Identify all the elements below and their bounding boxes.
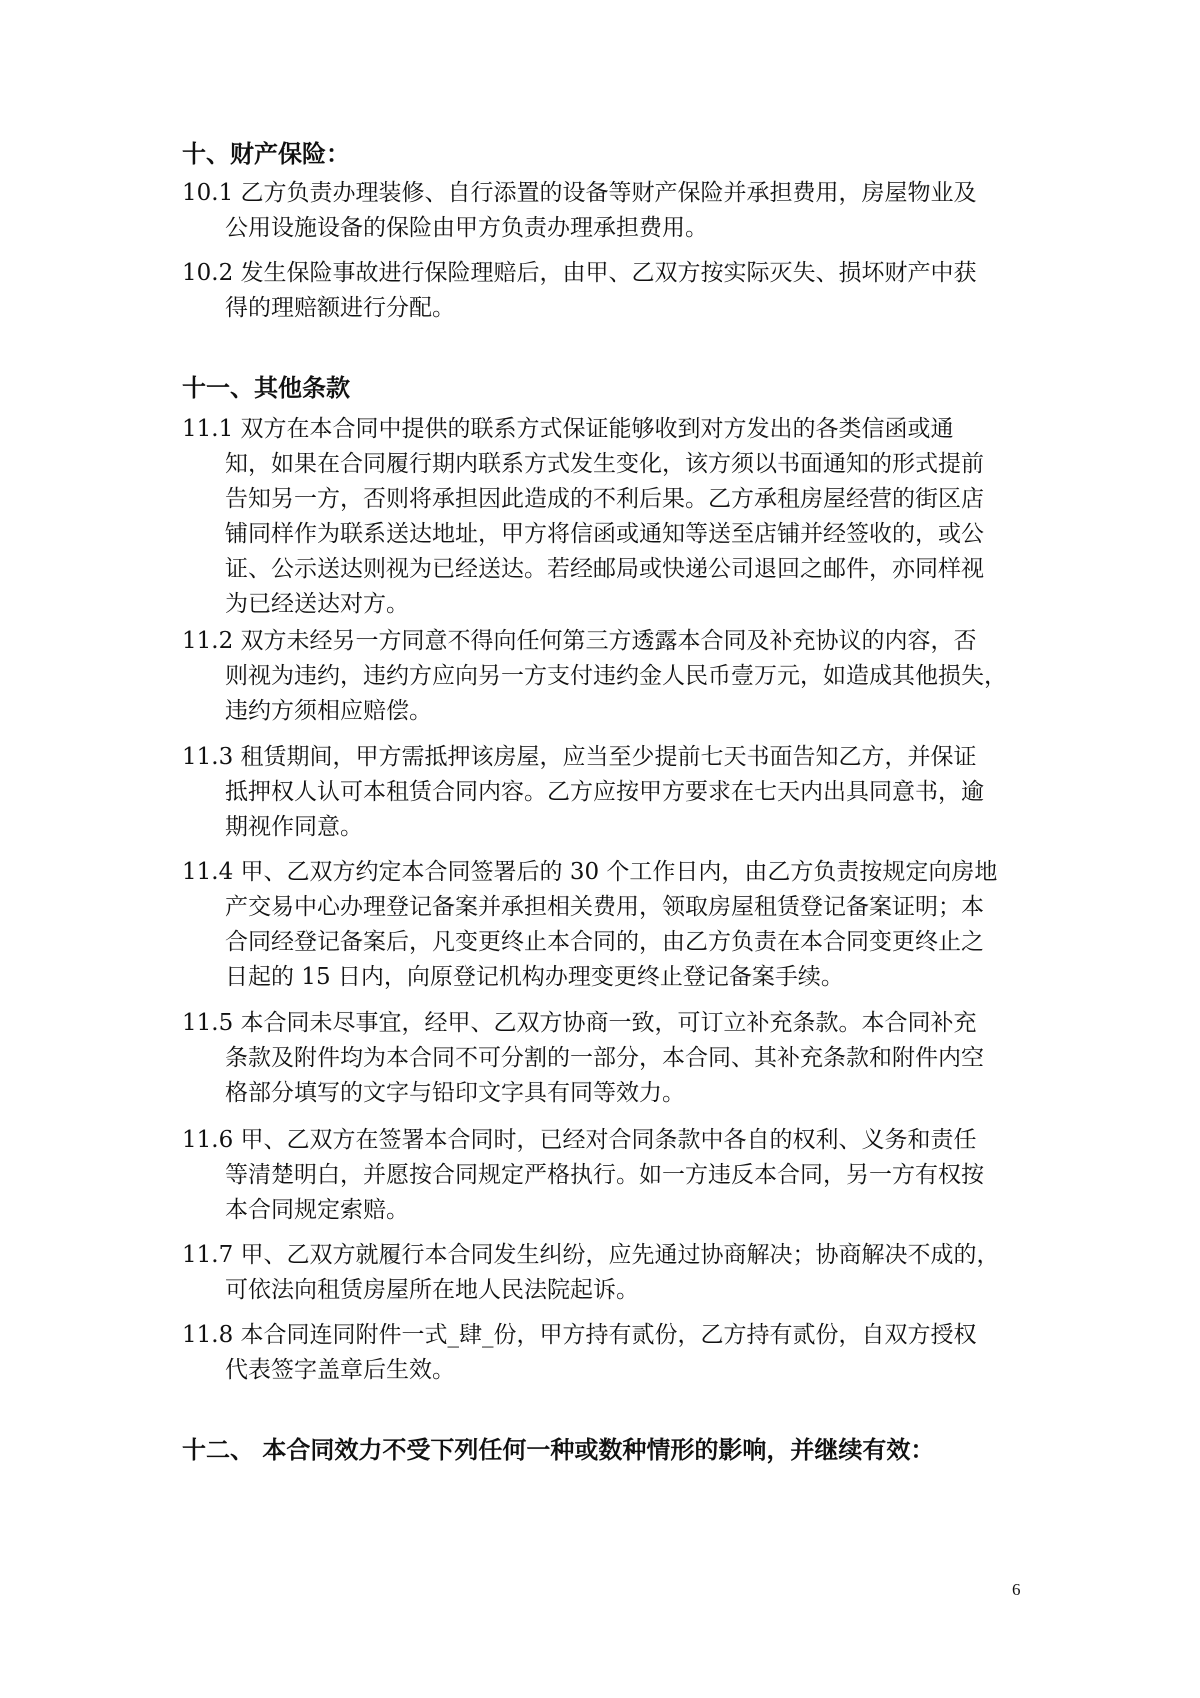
page-number: 6 [1012,1580,1021,1599]
clause-line: 11.2 双方未经另一方同意不得向任何第三方透露本合同及补充协议的内容，否 [182,628,977,654]
clause-line: 日起的 15 日内，向原登记机构办理变更终止登记备案手续。 [225,964,844,990]
clause-11-7 [182,1238,1032,1308]
clause-line: 10.2 发生保险事故进行保险理赔后，由甲、乙双方按实际灭失、损坏财产中获 [182,260,977,286]
clause-line: 等清楚明白，并愿按合同规定严格执行。如一方违反本合同，另一方有权按 [225,1162,984,1188]
section-heading: 十、财产保险： [182,140,350,168]
clause-line: 产交易中心办理登记备案并承担相关费用，领取房屋租赁登记备案证明；本 [225,894,984,920]
clause-11-4 [182,855,1032,995]
clause-line: 11.1 双方在本合同中提供的联系方式保证能够收到对方发出的各类信函或通 [182,416,954,442]
clause-line: 11.5 本合同未尽事宜，经甲、乙双方协商一致，可订立补充条款。本合同补充 [182,1010,977,1036]
clause-line: 10.1 乙方负责办理装修、自行添置的设备等财产保险并承担费用，房屋物业及 [182,180,977,206]
section-heading: 十二、 本合同效力不受下列任何一种或数种情形的影响，并继续有效： [182,1436,935,1464]
clause-line: 知，如果在合同履行期内联系方式发生变化，该方须以书面通知的形式提前 [225,451,984,477]
clause-line: 本合同规定索赔。 [225,1197,409,1223]
clause-line: 格部分填写的文字与铅印文字具有同等效力。 [225,1080,685,1106]
clause-line: 11.8 本合同连同附件一式_肆_份，甲方持有贰份，乙方持有贰份，自双方授权 [182,1322,977,1348]
clause-line: 抵押权人认可本租赁合同内容。乙方应按甲方要求在七天内出具同意书，逾 [225,779,984,805]
clause-11-6 [182,1123,1032,1228]
clause-line: 11.4 甲、乙双方约定本合同签署后的 30 个工作日内，由乙方负责按规定向房地 [182,859,998,885]
clause-line: 11.3 租赁期间，甲方需抵押该房屋，应当至少提前七天书面告知乙方，并保证 [182,744,977,770]
clause-11-8 [182,1318,1032,1388]
clause-line: 可依法向租赁房屋所在地人民法院起诉。 [225,1277,639,1303]
clause-10-1 [182,176,1032,246]
clause-line: 条款及附件均为本合同不可分割的一部分，本合同、其补充条款和附件内空 [225,1045,984,1071]
clause-line: 11.7 甲、乙双方就履行本合同发生纠纷，应先通过协商解决；协商解决不成的， [182,1242,1000,1268]
clause-11-5 [182,1006,1032,1111]
clause-line: 公用设施设备的保险由甲方负责办理承担费用。 [225,215,708,241]
clause-line: 为已经送达对方。 [225,591,409,617]
clause-line: 违约方须相应赔偿。 [225,698,432,724]
clause-line: 证、公示送达则视为已经送达。若经邮局或快递公司退回之邮件，亦同样视 [225,556,984,582]
clause-line: 期视作同意。 [225,814,363,840]
clause-line: 合同经登记备案后，凡变更终止本合同的，由乙方负责在本合同变更终止之 [225,929,984,955]
clause-line: 代表签字盖章后生效。 [225,1357,455,1383]
clause-line: 得的理赔额进行分配。 [225,295,455,321]
clause-11-3 [182,740,1032,845]
clause-11-2 [182,624,1032,729]
clause-line: 11.6 甲、乙双方在签署本合同时，已经对合同条款中各自的权利、义务和责任 [182,1127,977,1153]
clause-11-1 [182,412,1032,622]
clause-line: 则视为违约，违约方应向另一方支付违约金人民币壹万元，如造成其他损失， [225,663,1007,689]
section-heading: 十一、其他条款 [182,374,350,402]
clause-line: 告知另一方，否则将承担因此造成的不利后果。乙方承租房屋经营的街区店 [225,486,984,512]
clause-line: 铺同样作为联系送达地址，甲方将信函或通知等送至店铺并经签收的，或公 [225,521,984,547]
clause-10-2 [182,256,1032,326]
